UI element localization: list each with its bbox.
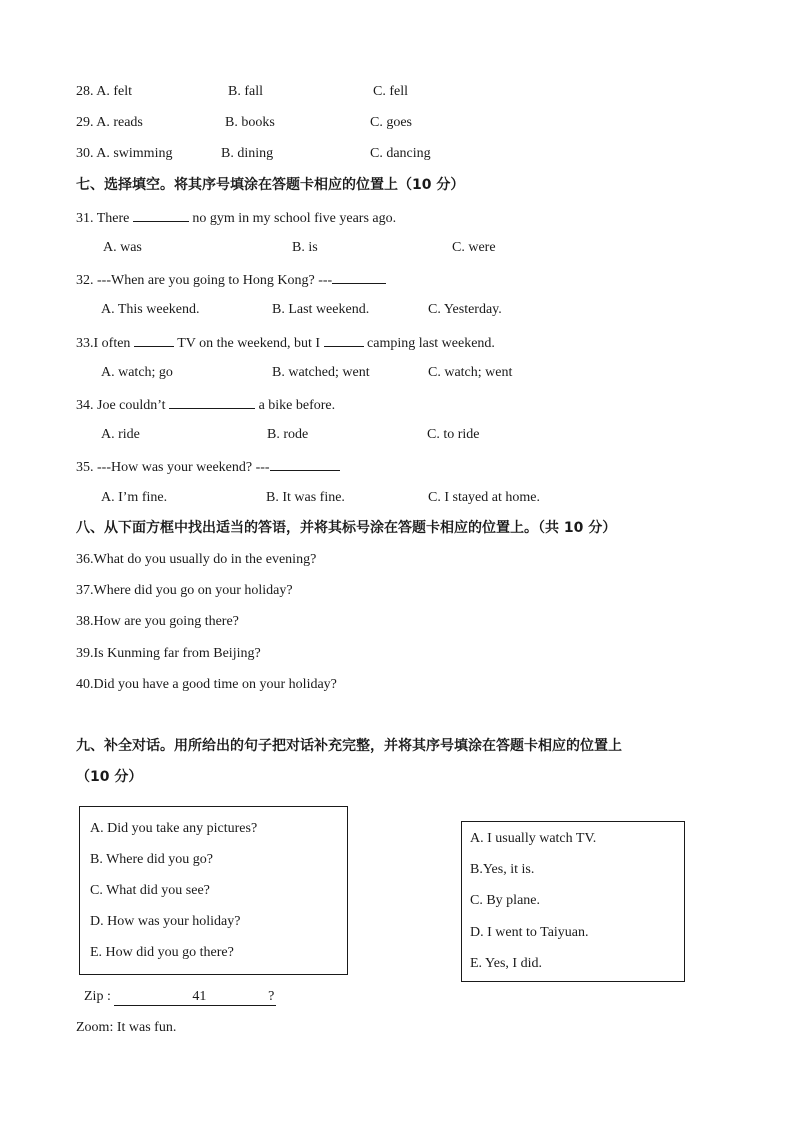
q32-stem	[76, 271, 386, 289]
q33-answer-blank-1[interactable]	[134, 334, 174, 347]
q33-option-b: B. watched; went	[272, 365, 370, 380]
q31-stem	[76, 209, 396, 227]
q35-option-a: A. I’m fine.	[101, 490, 168, 505]
q35-text-pre: 35. ---How was your weekend? ---	[76, 460, 270, 475]
q33-text-pre: 33.I often	[76, 336, 131, 351]
q31-text-pre: 31. There	[76, 211, 130, 226]
answer-option-c: C. By plane.	[470, 893, 540, 908]
dialogue-option-d: D. How was your holiday?	[90, 914, 241, 929]
q34-option-c: C. to ride	[427, 427, 480, 442]
q37-question: 37.Where did you go on your holiday?	[76, 583, 293, 598]
q41-answer-blank[interactable]	[114, 989, 276, 1006]
q31-text-post: no gym in my school five years ago.	[192, 211, 397, 226]
q28-option-a: 28. A. felt	[76, 84, 132, 99]
q32-option-a: A. This weekend.	[101, 302, 200, 317]
section-9-heading-score: （10 分）	[76, 769, 143, 785]
dialogue-option-c: C. What did you see?	[90, 883, 210, 898]
q29-option-a: 29. A. reads	[76, 115, 143, 130]
q28-option-b: B. fall	[228, 84, 263, 99]
q29-option-b: B. books	[225, 115, 275, 130]
section-8-heading: 八、从下面方框中找出适当的答语，并将其标号涂在答题卡相应的位置上。（共 10 分）	[76, 520, 617, 536]
q31-answer-blank[interactable]	[133, 209, 189, 222]
q40-question: 40.Did you have a good time on your holiday?	[76, 677, 337, 692]
q35-stem	[76, 458, 340, 476]
q36-question: 36.What do you usually do in the evening?	[76, 552, 317, 567]
q35-answer-blank[interactable]	[270, 458, 340, 471]
q32-option-b: B. Last weekend.	[272, 302, 370, 317]
q30-option-c: C. dancing	[370, 146, 431, 161]
q34-text-pre: 34. Joe couldn’t	[76, 398, 166, 413]
q33-option-a: A. watch; go	[101, 365, 173, 380]
q41-number: 41	[192, 989, 207, 1004]
q35-option-c: C. I stayed at home.	[428, 490, 540, 505]
section-7-heading: 七、选择填空。将其序号填涂在答题卡相应的位置上（10 分）	[76, 177, 465, 193]
q32-answer-blank[interactable]	[332, 271, 386, 284]
q34-text-post: a bike before.	[258, 398, 336, 413]
q33-text-post: camping last weekend.	[367, 336, 495, 351]
q34-stem	[76, 396, 335, 414]
dialogue-option-e: E. How did you go there?	[90, 945, 234, 960]
q31-option-a: A. was	[103, 240, 142, 255]
q29-option-c: C. goes	[370, 115, 412, 130]
q28-option-c: C. fell	[373, 84, 408, 99]
zip-question-mark: ?	[268, 989, 275, 1004]
q35-option-b: B. It was fine.	[266, 490, 345, 505]
dialogue-option-a: A. Did you take any pictures?	[90, 821, 258, 836]
q31-option-b: B. is	[292, 240, 318, 255]
dialogue-options-box	[79, 806, 348, 975]
q33-text-mid: TV on the weekend, but I	[177, 336, 321, 351]
q30-option-a: 30. A. swimming	[76, 146, 173, 161]
zip-speaker: Zip :	[84, 989, 111, 1004]
q33-option-c: C. watch; went	[428, 365, 513, 380]
q34-option-a: A. ride	[101, 427, 140, 442]
section-9-heading: 九、补全对话。用所给出的句子把对话补充完整，并将其序号填涂在答题卡相应的位置上	[76, 738, 622, 754]
q32-option-c: C. Yesterday.	[428, 302, 502, 317]
answer-options-box	[461, 821, 685, 982]
zip-line	[84, 989, 276, 1006]
zoom-line: Zoom: It was fun.	[76, 1020, 177, 1035]
q34-answer-blank[interactable]	[169, 396, 255, 409]
q33-stem	[76, 334, 495, 352]
q33-answer-blank-2[interactable]	[324, 334, 364, 347]
dialogue-option-b: B. Where did you go?	[90, 852, 213, 867]
answer-option-d: D. I went to Taiyuan.	[470, 925, 589, 940]
answer-option-e: E. Yes, I did.	[470, 956, 542, 971]
q32-text-pre: 32. ---When are you going to Hong Kong? ---	[76, 273, 333, 288]
answer-option-b: B.Yes, it is.	[470, 862, 535, 877]
q38-question: 38.How are you going there?	[76, 614, 239, 629]
q34-option-b: B. rode	[267, 427, 309, 442]
q39-question: 39.Is Kunming far from Beijing?	[76, 646, 261, 661]
answer-option-a: A. I usually watch TV.	[470, 831, 597, 846]
q30-option-b: B. dining	[221, 146, 274, 161]
q31-option-c: C. were	[452, 240, 496, 255]
